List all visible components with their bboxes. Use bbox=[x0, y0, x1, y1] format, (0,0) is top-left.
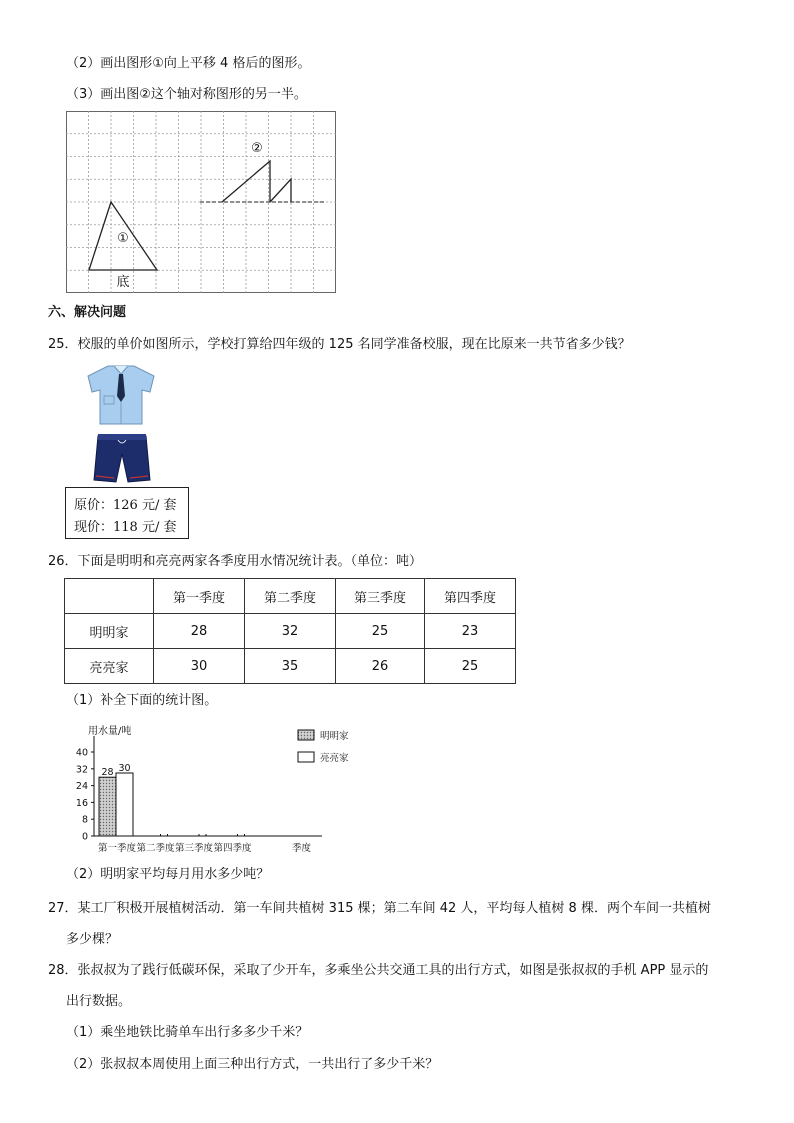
table-cell: 23 bbox=[425, 614, 516, 649]
legend-label: 明明家 bbox=[320, 731, 349, 742]
y-tick-label: 32 bbox=[75, 764, 88, 776]
figure1-label: ① bbox=[117, 231, 129, 246]
q-prev-sub2: （2）画出图形①向上平移 4 格后的图形。 bbox=[66, 56, 311, 71]
shorts-image bbox=[92, 432, 152, 486]
table-row bbox=[65, 614, 516, 649]
price-box bbox=[65, 487, 189, 539]
y-tick-label: 40 bbox=[75, 747, 88, 759]
q26-sub2: （2）明明家平均每月用水多少吨？ bbox=[66, 867, 270, 882]
table-header-cell bbox=[65, 579, 154, 614]
x-tick-label: 第三季度 bbox=[174, 843, 214, 854]
y-tick-label: 24 bbox=[75, 781, 88, 793]
bar-liangliang bbox=[116, 773, 133, 836]
q28-text-line2: 出行数据。 bbox=[66, 994, 132, 1009]
table-row bbox=[65, 649, 516, 684]
grid-figure bbox=[66, 111, 336, 293]
table-header-cell: 第一季度 bbox=[154, 579, 245, 614]
table-cell: 亮亮家 bbox=[65, 649, 154, 684]
chart-ylabel: 用水量/吨 bbox=[88, 726, 132, 737]
table-cell: 35 bbox=[245, 649, 336, 684]
bar-data-label: 28 bbox=[101, 767, 114, 779]
y-tick-label: 8 bbox=[81, 814, 88, 826]
water-usage-chart bbox=[60, 722, 360, 858]
x-tick-label: 第二季度 bbox=[136, 843, 175, 854]
table-cell: 30 bbox=[154, 649, 245, 684]
table-cell: 25 bbox=[336, 614, 425, 649]
q-prev-sub3: （3）画出图②这个轴对称图形的另一半。 bbox=[66, 87, 307, 102]
q28-text-line1: 28．张叔叔为了践行低碳环保，采取了少开车，多乘坐公共交通工具的出行方式，如图是张叔叔的手机 APP 显示的 bbox=[48, 963, 709, 978]
bar-mingming bbox=[99, 777, 116, 836]
q27-text-line2: 多少棵？ bbox=[66, 932, 119, 947]
q27-text-line1: 27．某工厂积极开展植树活动．第一车间共植树 315 棵；第二车间 42 人，平均每人植树 8 棵．两个车间一共植树 bbox=[48, 901, 711, 916]
section-title: 六、解决问题 bbox=[48, 305, 127, 320]
bar-data-label: 30 bbox=[118, 763, 131, 774]
table-cell: 28 bbox=[154, 614, 245, 649]
q28-sub2: （2）张叔叔本周使用上面三种出行方式，一共出行了多少千米？ bbox=[66, 1057, 439, 1072]
table-cell: 25 bbox=[425, 649, 516, 684]
q26-sub1: （1）补全下面的统计图。 bbox=[66, 693, 218, 708]
figure2-label: ② bbox=[251, 141, 263, 156]
table-header-cell: 第四季度 bbox=[425, 579, 516, 614]
x-tick-label: 第四季度 bbox=[213, 843, 252, 854]
y-tick-label: 16 bbox=[75, 797, 88, 809]
table-cell: 32 bbox=[245, 614, 336, 649]
table-header-cell: 第三季度 bbox=[336, 579, 425, 614]
base-label: 底 bbox=[116, 275, 130, 290]
original-price: 原价：126 元/ 套 bbox=[74, 498, 177, 513]
current-price: 现价：118 元/ 套 bbox=[74, 520, 177, 535]
q26-text: 26．下面是明明和亮亮两家各季度用水情况统计表。（单位：吨） bbox=[48, 554, 423, 569]
table-header-cell: 第二季度 bbox=[245, 579, 336, 614]
table-cell: 明明家 bbox=[65, 614, 154, 649]
y-tick-label: 0 bbox=[81, 831, 88, 843]
table-header-row bbox=[65, 579, 516, 614]
water-usage-table bbox=[64, 578, 516, 684]
q28-sub1: （1）乘坐地铁比骑单车出行多多少千米？ bbox=[66, 1025, 309, 1040]
shirt-image bbox=[84, 362, 158, 426]
legend-swatch bbox=[298, 752, 314, 762]
q25-text: 25．校服的单价如图所示，学校打算给四年级的 125 名同学准备校服，现在比原来一共节省多少钱？ bbox=[48, 337, 631, 352]
legend-swatch bbox=[298, 730, 314, 740]
chart-xlabel: 季度 bbox=[292, 843, 312, 854]
x-tick-label: 第一季度 bbox=[97, 843, 137, 854]
legend-label: 亮亮家 bbox=[320, 753, 349, 764]
table-cell: 26 bbox=[336, 649, 425, 684]
